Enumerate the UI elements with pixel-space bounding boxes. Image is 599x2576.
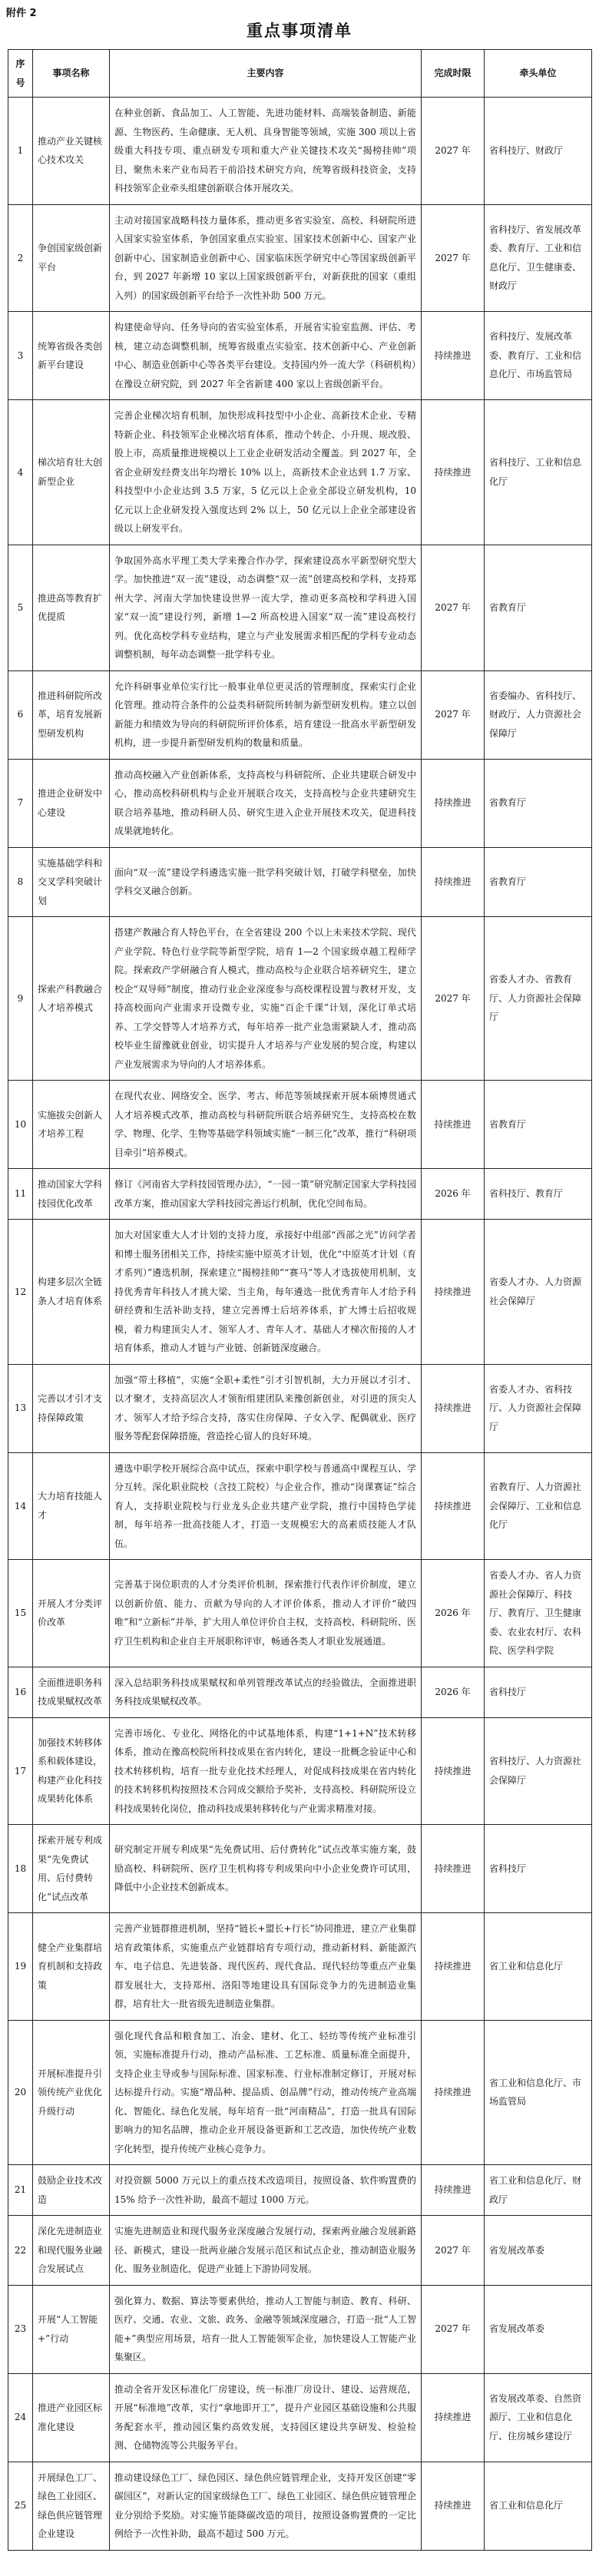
item-deadline-cell: 持续推进 [422,1913,485,2021]
item-deadline-cell: 持续推进 [422,1452,485,1560]
item-lead-unit-cell: 省发展改革委 [485,2216,592,2286]
table-row [8,1081,592,1169]
table-row [8,1560,592,1667]
header-row [8,50,592,98]
item-index-cell: 21 [8,2165,33,2216]
item-lead-unit-cell: 省科技厅、工业和信息化厅 [485,400,592,545]
item-index-cell: 18 [8,1825,33,1913]
item-name-cell: 鼓励企业技术改造 [33,2165,110,2216]
item-index-cell: 5 [8,545,33,670]
item-deadline-cell: 2027 年 [422,2216,485,2286]
item-lead-unit-cell: 省教育厅 [485,847,592,917]
item-name-cell: 推进企业研发中心建设 [33,759,110,847]
table-row [8,312,592,400]
item-deadline-cell: 2027 年 [422,670,485,759]
table-row [8,204,592,312]
item-content-cell: 加强“带土移植”，实施“全职+柔性”引才引智机制，大力开展以才引才、以才聚才，支持高层次人才领衔组建团队来豫创新创业，对引进的顶尖人才、领军人才给予综合支持，落实住房保障、子女入学、配偶就业、医疗服务等配套保障措施，营造拴心留人的良好环境。 [110,1364,422,1452]
item-content-cell: 遴选中职学校开展综合高中试点，探索中职学校与普通高中课程互认、学分互转。深化职业院校（含技工院校）与企业合作，推动“岗课赛证”综合育人，支持职业院校与行业龙头企业共建产业学院，推行中国特色学徒制，每年培养一批高技能人才，打造一支规模宏大的高素质技能人才队伍。 [110,1452,422,1560]
table-row [8,670,592,759]
item-name-cell: 开展“人工智能+”行动 [33,2285,110,2373]
item-index-cell: 15 [8,1560,33,1667]
table-row [8,1717,592,1825]
item-deadline-cell: 持续推进 [422,759,485,847]
item-deadline-cell: 2026 年 [422,1560,485,1667]
item-content-cell: 完善市场化、专业化、网络化的中试基地体系，构建“1+1+N”技术转移体系，推动在豫高校院所科技成果在省内转化，建设一批概念验证中心和技术转移机构，培育一批专业化技术经理人，对促成科技成果在省内转化的技术转移机构按照技术合同成交额给予奖补，支持高校、科研院所设立科技成果转化岗位，推动科技成果转移转化与产业需求精准对接。 [110,1717,422,1825]
item-content-cell: 完善企业梯次培育机制，加快形成科技型中小企业、高新技术企业、专精特新企业、科技领军企业梯次培育体系，推动个转企、小升规、规改股、股上市，高质量推进规模以上工业企业研发活动全覆盖。到 2027 年，全省企业研发经费支出年均增长 10% 以上，高新技术企业达到 1.7 万家、科技型中小企业达到 3.5 万家，5 亿元以上企业全部设立研发机构，10 亿元以上企业研发投入强度达到 2% 以上，50 亿元以上企业全部建设省级以上研发平台。 [110,400,422,545]
header-item-name: 事项名称 [33,50,110,98]
table-header [8,50,592,98]
item-lead-unit-cell: 省委人才办、省人力资源社会保障厅、科技厅、教育厅、卫生健康委、农业农村厅、农科院、医学科学院 [485,1560,592,1667]
table-row [8,1825,592,1913]
item-content-cell: 在种业创新、食品加工、人工智能、先进功能材料、高端装备制造、新能源、生物医药、生命健康、无人机、具身智能等领域，实施 300 项以上省级重大科技专项、重点研发专项和重大产业关键技术攻关“揭榜挂帅”项目，聚焦未来产业布局若干前沿技术研究方向，统筹省级科技资金，支持科技领军企业牵头组建创新联合体开展攻关。 [110,98,422,205]
item-name-cell: 推进高等教育扩优提质 [33,545,110,670]
item-content-cell: 推动建设绿色工厂、绿色园区、绿色供应链管理企业，支持开发区创建“零碳园区”，对新认定的国家级绿色工厂、绿色工业园区、绿色供应链管理企业分别给予奖励。对实施节能降碳改造的项目，按照设备购置费的一定比例给予一次性补助，最高不超过 500 万元。 [110,2462,422,2550]
header-index: 序号 [8,50,33,98]
table-row [8,2020,592,2165]
item-lead-unit-cell: 省科技厅 [485,1667,592,1717]
item-content-cell: 主动对接国家战略科技力量体系，推动更多省实验室、高校、科研院所进入国家实验室体系，争创国家重点实验室、国家技术创新中心、国家产业创新中心、国家制造业创新中心、国家临床医学研究中心等国家级创新平台，到 2027 年新增 10 家以上国家级创新平台，对新获批的国家（重组入列）的国家级创新平台给予一次性补助 500 万元。 [110,204,422,312]
table-row [8,545,592,670]
item-index-cell: 25 [8,2462,33,2550]
item-lead-unit-cell: 省科技厅 [485,1825,592,1913]
item-name-cell: 深化先进制造业和现代服务业融合发展试点 [33,2216,110,2286]
item-deadline-cell: 持续推进 [422,1717,485,1825]
item-name-cell: 开展人才分类评价改革 [33,1560,110,1667]
item-index-cell: 11 [8,1169,33,1220]
item-name-cell: 大力培育技能人才 [33,1452,110,1560]
item-deadline-cell: 持续推进 [422,847,485,917]
item-name-cell: 开展绿色工厂、绿色工业园区、绿色供应链管理企业建设 [33,2462,110,2550]
header-main-content: 主要内容 [110,50,422,98]
table-row [8,98,592,205]
item-index-cell: 13 [8,1364,33,1452]
item-deadline-cell: 持续推进 [422,312,485,400]
item-index-cell: 4 [8,400,33,545]
item-index-cell: 16 [8,1667,33,1717]
item-content-cell: 面向“双一流”建设学科遴选实施一批学科突破计划，打破学科壁垒，加快学科交叉融合创新。 [110,847,422,917]
item-lead-unit-cell: 省科技厅、省发展改革委、教育厅、工业和信息化厅、卫生健康委、财政厅 [485,204,592,312]
item-lead-unit-cell: 省教育厅 [485,759,592,847]
item-lead-unit-cell: 省委人才办、人力资源社会保障厅 [485,1220,592,1365]
item-lead-unit-cell: 省工业和信息化厅、财政厅 [485,2165,592,2216]
item-index-cell: 22 [8,2216,33,2286]
item-lead-unit-cell: 省教育厅、人力资源社会保障厅、工业和信息化厅 [485,1452,592,1560]
table-row [8,2285,592,2373]
item-deadline-cell: 2027 年 [422,545,485,670]
item-deadline-cell: 持续推进 [422,2020,485,2165]
item-lead-unit-cell: 省科技厅、发展改革委、教育厅、工业和信息化厅、市场监管局 [485,312,592,400]
item-content-cell: 在现代农业、网络安全、医学、考古、师范等领域探索开展本硕博贯通式人才培养模式改革，推动高校与科研院所联合培养研究生，支持高校在数学、物理、化学、生物等基础学科领域实施“一制三化”改革，推行“科研项目牵引”培养模式。 [110,1081,422,1169]
table-row [8,2165,592,2216]
item-lead-unit-cell: 省工业和信息化厅 [485,2462,592,2550]
item-content-cell: 推动全省开发区标准化厂房建设，统一标准厂房设计、建设、运营规范，开展“标准地”改革，实行“拿地即开工”，提升产业园区基础设施和公共服务配套水平，推动园区集约高效发展，支持园区建设共享研发、检验检测、仓储物流等公共服务平台。 [110,2373,422,2462]
table-row [8,1913,592,2021]
item-lead-unit-cell: 省教育厅 [485,1081,592,1169]
item-content-cell: 完善产业链群推进机制，坚持“链长+盟长+行长”协同推进，建立产业集群培育政策体系，实施重点产业链群培育专项行动，推动新材料、新能源汽车、电子信息、先进装备、现代医药、现代食品、现代轻纺等重点产业集群发展壮大，支持郑州、洛阳等地建设具有国际竞争力的先进制造业集群，培育壮大一批省级先进制造业集群。 [110,1913,422,2021]
item-index-cell: 2 [8,204,33,312]
item-lead-unit-cell: 省科技厅、人力资源社会保障厅 [485,1717,592,1825]
item-name-cell: 推动国家大学科技园优化改革 [33,1169,110,1220]
item-index-cell: 8 [8,847,33,917]
item-name-cell: 探索开展专利成果“先免费试用、后付费转化”试点改革 [33,1825,110,1913]
item-name-cell: 完善以才引才支持保障政策 [33,1364,110,1452]
item-deadline-cell: 持续推进 [422,2373,485,2462]
item-content-cell: 强化算力、数据、算法等要素供给，推动人工智能与制造、教育、科研、医疗、交通、农业、文旅、政务、金融等领域深度融合，打造一批“人工智能+”典型应用场景，培育一批人工智能领军企业，加快建设人工智能产业集聚区。 [110,2285,422,2373]
item-index-cell: 1 [8,98,33,205]
item-content-cell: 研究制定开展专利成果“先免费试用、后付费转化”试点改革实施方案，鼓励高校、科研院所、医疗卫生机构将专利成果向中小企业免费许可试用，降低中小企业技术创新成本。 [110,1825,422,1913]
key-items-table [8,49,592,2551]
item-deadline-cell: 2027 年 [422,204,485,312]
item-lead-unit-cell: 省发展改革委、自然资源厅、工业和信息化厅、住房城乡建设厅 [485,2373,592,2462]
item-lead-unit-cell: 省委人才办、省教育厅、人力资源社会保障厅 [485,917,592,1081]
header-lead-unit: 牵头单位 [485,50,592,98]
table-row [8,759,592,847]
item-content-cell: 加大对国家重大人才计划的支持力度，承接好中组部“西部之光”访问学者和博士服务团相关工作，持续实施中原英才计划，优化“中原英才计划（育才系列）”遴选机制，探索建立“揭榜挂帅”“赛马”等人才选拔使用机制，支持优秀青年科技人才挑大梁、当主角，每年遴选一批优秀青年人才给予科研经费和生活补助支持，建立完善博士后培养体系，扩大博士后招收规模，着力构建顶尖人才、领军人才、青年人才、基础人才梯次衔接的人才培育体系，推动人才链与产业链、创新链深度融合。 [110,1220,422,1365]
item-index-cell: 3 [8,312,33,400]
item-content-cell: 强化现代食品和粮食加工、冶金、建材、化工、轻纺等传统产业标准引领，实施标准提升行动，推动产品标准、工艺标准、质量标准全面提升，支持企业主导或参与国际标准、国家标准、行业标准制定修订，开展对标达标提升行动。实施“增品种、提品质、创品牌”行动，推动传统产业高端化、智能化、绿色化发展，每年培育一批“河南精品”，打造一批具有国际影响力的知名品牌，推动企业开展设备更新和工艺改造，加快传统产业数字化转型，提升传统产业核心竞争力。 [110,2020,422,2165]
item-deadline-cell: 持续推进 [422,1364,485,1452]
item-index-cell: 10 [8,1081,33,1169]
item-name-cell: 推进科研院所改革，培育发展新型研发机构 [33,670,110,759]
item-deadline-cell: 2026 年 [422,1667,485,1717]
table-row [8,1169,592,1220]
item-name-cell: 梯次培育壮大创新型企业 [33,400,110,545]
table-row [8,1452,592,1560]
item-deadline-cell: 2027 年 [422,98,485,205]
item-index-cell: 6 [8,670,33,759]
item-content-cell: 完善基于岗位职责的人才分类评价机制，探索推行代表作评价制度，建立以创新价值、能力、贡献为导向的人才评价体系，推动人才评价“破四唯”和“立新标”并举，扩大用人单位评价自主权，支持高校、科研院所、医疗卫生机构和企业自主开展职称评审，畅通各类人才职业发展通道。 [110,1560,422,1667]
item-deadline-cell: 2027 年 [422,917,485,1081]
item-content-cell: 深入总结职务科技成果赋权和单列管理改革试点的经验做法，全面推进职务科技成果赋权改革。 [110,1667,422,1717]
item-index-cell: 14 [8,1452,33,1560]
table-row [8,1220,592,1365]
item-lead-unit-cell: 省工业和信息化厅 [485,1913,592,2021]
item-lead-unit-cell: 省委编办、省科技厅、财政厅、人力资源社会保障厅 [485,670,592,759]
item-content-cell: 搭建产教融合育人特色平台，在全省建设 200 个以上未来技术学院、现代产业学院、特色行业学院等新型学院，培育 1—2 个国家级卓越工程师学院。探索政产学研融合育人模式，推动高校与企业联合培养研究生，建立校企“双导师”制度，推动行业企业深度参与高校课程设置与教材开发，支持高校面向产业需求开设微专业，实施“百企千课”计划，深化订单式培养、工学交替等人才培养方式，每年培养一批产业急需紧缺人才，推动高校毕业生留豫就业创业，切实提升人才培养与产业发展的契合度，构建以产业发展需求为导向的人才培养体系。 [110,917,422,1081]
table-row [8,2462,592,2550]
table-row [8,917,592,1081]
items-table-body [8,98,592,2551]
item-name-cell: 加强技术转移体系和载体建设，构建产业化科技成果转化体系 [33,1717,110,1825]
item-content-cell: 对投资额 5000 万元以上的重点技术改造项目，按照设备、软件购置费的 15% 给予一次性补助，最高不超过 1000 万元。 [110,2165,422,2216]
item-content-cell: 允许科研事业单位实行比一般事业单位更灵活的管理制度，探索实行企业化管理。推动符合条件的公益类科研院所转制为新型研发机构。建立以创新能力和绩效为导向的科研院所评价体系，培育建设一批高水平新型研发机构，进一步提升新型研发机构的数量和质量。 [110,670,422,759]
item-content-cell: 修订《河南省大学科技园管理办法》，“一园一策”研究制定国家大学科技园改革方案，推动国家大学科技园完善运行机制，优化空间布局。 [110,1169,422,1220]
item-content-cell: 构建使命导向、任务导向的省实验室体系，开展省实验室监测、评估、考核，建立动态调整机制，统筹省级重点实验室、技术创新中心、产业创新中心、制造业创新中心等各类平台建设。支持国内外一流大学（科研机构）在豫设立研究院，到 2027 年全省新建 400 家以上省级创新平台。 [110,312,422,400]
item-name-cell: 统筹省级各类创新平台建设 [33,312,110,400]
item-index-cell: 19 [8,1913,33,2021]
item-index-cell: 9 [8,917,33,1081]
item-deadline-cell: 持续推进 [422,400,485,545]
item-deadline-cell: 2027 年 [422,2285,485,2373]
item-name-cell: 构建多层次全链条人才培育体系 [33,1220,110,1365]
item-name-cell: 实施基础学科和交叉学科突破计划 [33,847,110,917]
item-index-cell: 24 [8,2373,33,2462]
item-content-cell: 实施先进制造业和现代服务业深度融合发展行动，探索两业融合发展新路径、新模式，建设一批两业融合发展示范区和试点企业，推动制造业服务化、服务业制造化，促进产业链上下游协同发展。 [110,2216,422,2286]
item-deadline-cell: 持续推进 [422,2462,485,2550]
document-title: 重点事项清单 [247,21,352,40]
item-lead-unit-cell: 省科技厅、财政厅 [485,98,592,205]
attachment-label: 附件 2 [6,8,37,19]
table-row [8,2216,592,2286]
item-name-cell: 健全产业集群培育机制和支持政策 [33,1913,110,2021]
item-deadline-cell: 持续推进 [422,1220,485,1365]
item-name-cell: 全面推进职务科技成果赋权改革 [33,1667,110,1717]
table-row [8,847,592,917]
item-content-cell: 推动高校融入产业创新体系，支持高校与科研院所、企业共建联合研发中心，推动高校科研机构与企业开展联合攻关，支持高校与企业共建研究生联合培养基地，推动科研人员、研究生进入企业开展技术攻关，促进科技成果就地转化。 [110,759,422,847]
item-name-cell: 探索产科教融合人才培养模式 [33,917,110,1081]
table-row [8,2373,592,2462]
table-row [8,1364,592,1452]
item-deadline-cell: 2026 年 [422,1169,485,1220]
item-deadline-cell: 持续推进 [422,1825,485,1913]
item-lead-unit-cell: 省发展改革委 [485,2285,592,2373]
item-name-cell: 推进产业园区标准化建设 [33,2373,110,2462]
item-deadline-cell: 持续推进 [422,2165,485,2216]
item-index-cell: 7 [8,759,33,847]
item-lead-unit-cell: 省委人才办、省科技厅、人力资源社会保障厅 [485,1364,592,1452]
item-deadline-cell: 持续推进 [422,1081,485,1169]
item-index-cell: 17 [8,1717,33,1825]
item-name-cell: 推动产业关键核心技术攻关 [33,98,110,205]
item-content-cell: 争取国外高水平理工类大学来豫合作办学，探索建设高水平新型研究型大学。加快推进“双一流”建设，动态调整“双一流”创建高校和学科，支持郑州大学、河南大学加快建设世界一流大学，推动更多高校和学科进入国家“双一流”建设行列，新增 1—2 所高校进入国家“双一流”建设高校行列。优化高校学科专业结构，建立与产业发展需求相匹配的学科专业动态调整机制，每年动态调整一批学科专业。 [110,545,422,670]
table-row [8,1667,592,1717]
item-lead-unit-cell: 省工业和信息化厅、市场监管局 [485,2020,592,2165]
item-index-cell: 23 [8,2285,33,2373]
item-name-cell: 实施拔尖创新人才培养工程 [33,1081,110,1169]
header-deadline: 完成时限 [422,50,485,98]
item-name-cell: 开展标准提升引领传统产业优化升级行动 [33,2020,110,2165]
table-row [8,400,592,545]
item-name-cell: 争创国家级创新平台 [33,204,110,312]
item-index-cell: 20 [8,2020,33,2165]
item-index-cell: 12 [8,1220,33,1365]
item-lead-unit-cell: 省科技厅、教育厅 [485,1169,592,1220]
item-lead-unit-cell: 省教育厅 [485,545,592,670]
